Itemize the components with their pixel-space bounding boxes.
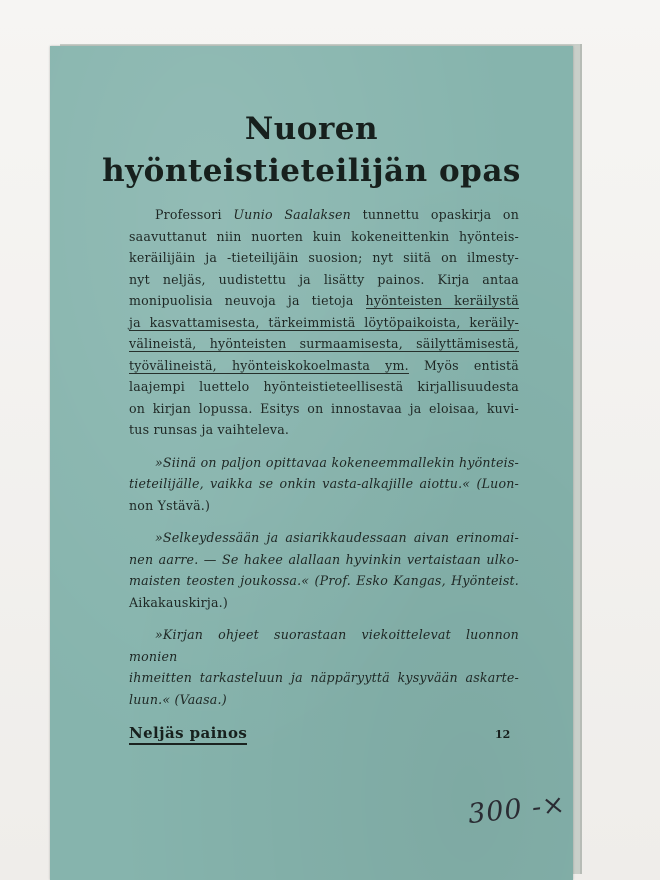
quote-line: »Selkeydessään ja asiarikkaudessaan aivan erinomai-	[155, 530, 519, 545]
description-line	[129, 333, 519, 355]
quote-line: maisten teosten joukossa.« (Prof. Esko Kangas, Hyönteist.	[129, 573, 519, 588]
title-line-1: Nuoren	[244, 111, 379, 147]
quote-line: »Kirjan ohjeet suorastaan viekoittelevat luonnon monien	[129, 627, 519, 664]
description-line: keräilijäin ja -tieteilijäin suosion; nyt siitä on ilmesty-	[129, 250, 519, 265]
quote-line: tieteilijälle, vaikka se onkin vasta-alkajille aiottu.« (Luon-	[129, 476, 519, 491]
description-line: monipuolisia neuvoja ja tietoja hyönteisten keräilystä	[129, 293, 519, 308]
description	[129, 204, 519, 441]
description-line: saavuttanut niin nuorten kuin kokeneittenkin hyönteis-	[129, 228, 519, 244]
description-line: työvälineistä, hyönteiskokoelmasta ym. Myös entistä	[129, 357, 519, 373]
underlined-text: välineistä, hyönteisten surmaamisesta, säilyttämisestä,	[129, 336, 519, 351]
quote-line: nen aarre. — Se hakee alallaan hyvinkin vertaistaan ulko-	[129, 551, 519, 567]
book-back-cover	[50, 46, 573, 880]
quote-line: ihmeitten tarkasteluun ja näppäryyttä kysyvään askarte-	[129, 670, 519, 685]
description-line: laajempi luettelo hyönteistieteellisestä kirjallisuudesta	[129, 379, 519, 394]
quote-line: »Siinä on paljon opittavaa kokeneemmallekin hyönteis-	[155, 454, 519, 470]
underlined-text: työvälineistä, hyönteiskokoelmasta ym.	[129, 357, 409, 373]
description-line: Professori Uunio Saalaksen tunnettu opaskirja on	[155, 207, 520, 222]
cover-text-block	[129, 204, 519, 710]
catalog-code: 12	[495, 728, 511, 741]
title-line-2: hyönteistieteilijän opas	[102, 153, 521, 189]
description-line: on kirjan lopussa. Esitys on innostavaa ja eloisaa, kuvi-	[129, 400, 519, 416]
quote-line: luun.« (Vaasa.)	[129, 691, 227, 707]
review-quote-3	[129, 624, 519, 710]
author-name: Uunio Saalaksen	[233, 207, 351, 222]
underlined-text: ja kasvattamisesta, tärkeimmistä löytöpaikoista, keräily-	[129, 314, 519, 330]
description-line	[129, 312, 519, 334]
review-quote-1	[129, 452, 519, 517]
review-quote-2	[129, 527, 519, 613]
underlined-text: hyönteisten keräilystä	[365, 293, 519, 308]
edition-label: Neljäs painos	[129, 724, 247, 745]
handwritten-price: 300 -×	[466, 788, 568, 831]
quote-line: non Ystävä.)	[129, 497, 211, 513]
description-line: tus runsas ja vaihteleva.	[129, 422, 290, 437]
quote-line: Aikakauskirja.)	[129, 594, 228, 610]
description-line: nyt neljäs, uudistettu ja lisätty painos. Kirja antaa	[129, 271, 519, 287]
